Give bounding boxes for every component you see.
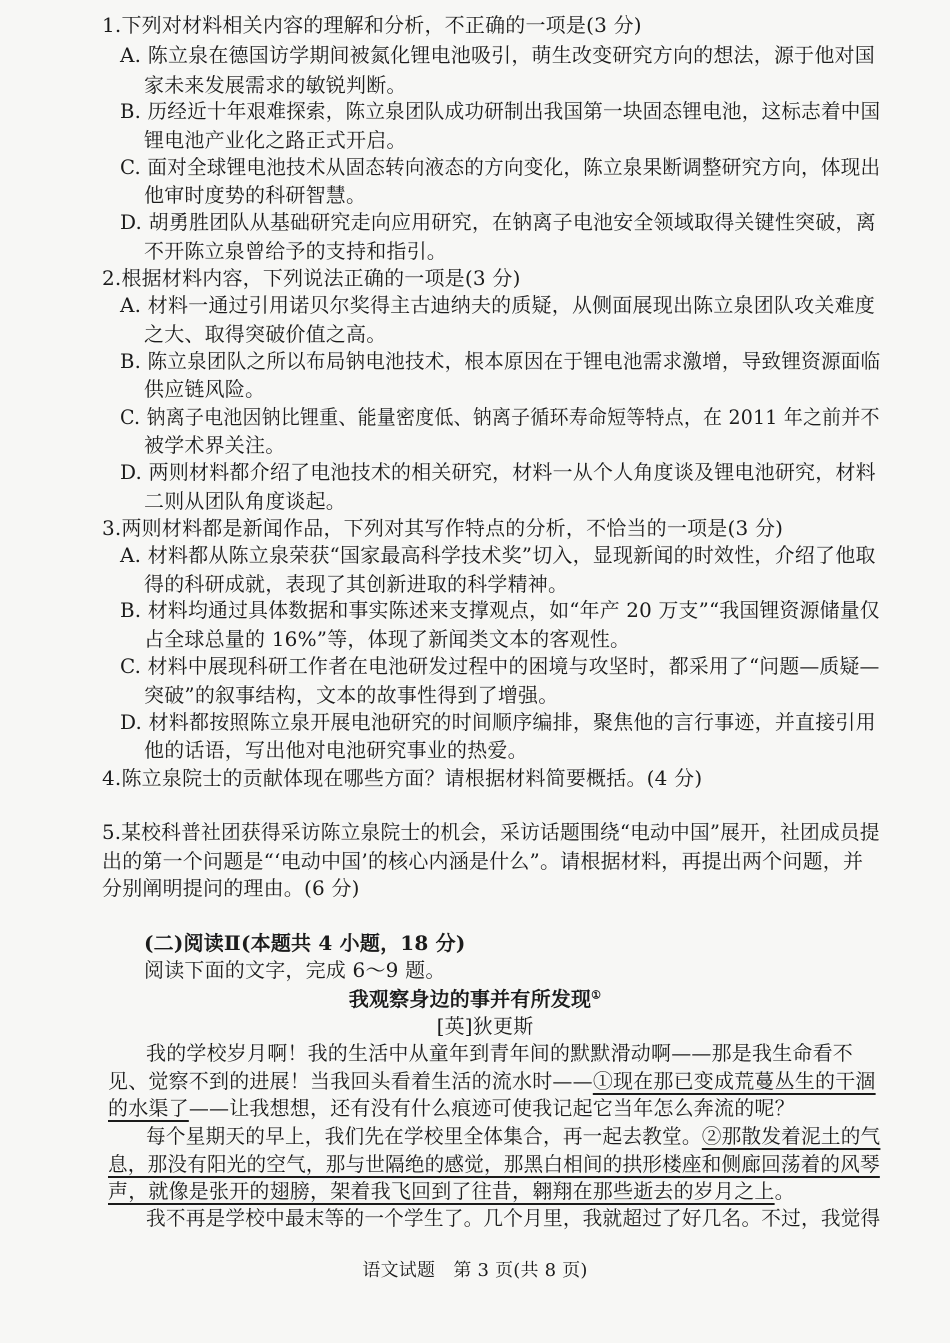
passage-title-text: 我观察身边的事并有所发现: [348, 987, 592, 1011]
p1-line-2-text: 见、觉察不到的进展！当我回头看着生活的流水时——: [108, 1069, 593, 1093]
q1-option-c: C. 面对全球锂电池技术从固态转向液态的方向变化，陈立泉果断调整研究方向，体现出: [120, 155, 881, 179]
q3-option-c: C. 材料中展现科研工作者在电池研发过程中的困境与攻坚时，都采用了“问题—质疑—: [120, 654, 880, 678]
q2-option-b-cont: 供应链风险。: [144, 377, 266, 401]
q5-line-1: 5.某校科普社团获得采访陈立泉院士的机会，采访话题围绕“电动中国”展开，社团成员提: [102, 820, 880, 844]
page-footer: 语文试题 第 3 页(共 8 页): [362, 1260, 588, 1281]
p2-line-2: [108, 1150, 880, 1178]
q2-option-b: B. 陈立泉团队之所以布局钠电池技术，根本原因在于锂电池需求激增，导致锂资源面临: [120, 349, 881, 373]
p1-line-3: [108, 1094, 795, 1122]
p3-line-1: 我不再是学校中最末等的一个学生了。几个月里，我就超过了好几名。不过，我觉得: [146, 1206, 881, 1230]
underlined-sentence-1-end: 的水渠了: [108, 1096, 189, 1120]
q3-option-a-cont: 得的科研成就，表现了其创新进取的科学精神。: [144, 572, 569, 596]
title-footnote-marker: ①: [591, 988, 602, 1002]
passage-author: [英]狄更斯: [436, 1014, 534, 1038]
q3-stem: 3.两则材料都是新闻作品，下列对其写作特点的分析，不恰当的一项是(3 分): [102, 516, 784, 540]
q2-option-d-cont: 二则从团队角度谈起。: [144, 489, 346, 513]
q1-option-b: B. 历经近十年艰难探索，陈立泉团队成功研制出我国第一块固态锂电池，这标志着中国: [120, 99, 881, 123]
underlined-sentence-1: ①现在那已变成荒蔓丛生的干涸: [592, 1069, 876, 1093]
q5-line-3: 分别阐明提问的理由。(6 分): [102, 876, 360, 900]
p2-line-3-end: 。: [774, 1179, 795, 1203]
q1-stem: 1.下列对材料相关内容的理解和分析，不正确的一项是(3 分): [102, 13, 642, 37]
q3-option-b-cont: 占全球总量的 16%”等，体现了新闻类文本的客观性。: [144, 627, 631, 651]
q2-option-c: C. 钠离子电池因钠比锂重、能量密度低、钠离子循环寿命短等特点，在 2011 年之前并不: [120, 405, 880, 429]
q4-stem: 4.陈立泉院士的贡献体现在哪些方面？请根据材料简要概括。(4 分): [102, 766, 703, 790]
q3-option-a: A. 材料都从陈立泉荣获“国家最高科学技术奖”切入，显现新闻的时效性，介绍了他取: [120, 543, 876, 567]
q3-option-d-cont: 他的话语，写出他对电池研究事业的热爱。: [144, 738, 528, 762]
q3-option-c-cont: 突破”的叙事结构，文本的故事性得到了增强。: [144, 683, 559, 707]
q5-line-2: 出的第一个问题是“‘电动中国’的核心内涵是什么”。请根据材料，再提出两个问题，并: [102, 849, 864, 873]
p1-line-2: [108, 1067, 876, 1095]
p2-line-3: [108, 1177, 795, 1205]
p1-line-1: 我的学校岁月啊！我的生活中从童年到青年间的默默滑动啊——那是我生命看不: [146, 1041, 853, 1065]
q2-stem: 2.根据材料内容，下列说法正确的一项是(3 分): [102, 266, 521, 290]
p2-line-1: [146, 1122, 880, 1150]
p1-line-3-text: ——让我想想，还有没有什么痕迹可使我记起它当年怎么奔流的呢？: [188, 1096, 795, 1120]
q1-option-b-cont: 锂电池产业化之路正式开启。: [144, 128, 407, 152]
underlined-sentence-2-cont: 息，那没有阳光的空气，那与世隔绝的感觉，那黑白相间的拱形楼座和侧廊回荡着的风琴: [108, 1152, 880, 1176]
q1-option-d: D. 胡勇胜团队从基础研究走向应用研究，在钠离子电池安全领域取得关键性突破，离: [120, 210, 876, 234]
q2-option-a: A. 材料一通过引用诺贝尔奖得主古迪纳夫的质疑，从侧面展现出陈立泉团队攻关难度: [120, 293, 875, 317]
q2-option-d: D. 两则材料都介绍了电池技术的相关研究，材料一从个人角度谈及锂电池研究，材料: [120, 460, 876, 484]
q3-option-d: D. 材料都按照陈立泉开展电池研究的时间顺序编排，聚焦他的言行事迹，并直接引用: [120, 710, 876, 734]
passage-title: [0, 985, 950, 1013]
q1-option-a: A. 陈立泉在德国访学期间被氮化锂电池吸引，萌生改变研究方向的想法，源于他对国: [120, 43, 875, 67]
section-instruction: 阅读下面的文字，完成 6～9 题。: [144, 958, 446, 982]
q1-option-c-cont: 他审时度势的科研智慧。: [144, 183, 367, 207]
q1-option-a-cont: 家未来发展需求的敏锐判断。: [144, 73, 407, 97]
section-heading: (二)阅读Ⅱ(本题共 4 小题，18 分): [144, 931, 466, 955]
q3-option-b: B. 材料均通过具体数据和事实陈述来支撑观点，如“年产 20 万支”“我国锂资源储量仅: [120, 598, 880, 622]
q2-option-c-cont: 被学术界关注。: [144, 433, 286, 457]
underlined-sentence-2-end: 声，就像是张开的翅膀，架着我飞回到了往昔，翱翔在那些逝去的岁月之上: [108, 1179, 775, 1203]
q2-option-a-cont: 之大、取得突破价值之高。: [144, 322, 387, 346]
p2-line-1-text: 每个星期天的早上，我们先在学校里全体集合，再一起去教堂。: [146, 1124, 702, 1148]
underlined-sentence-2: ②那散发着泥土的气: [701, 1124, 881, 1148]
q1-option-d-cont: 不开陈立泉曾给予的支持和指引。: [144, 239, 447, 263]
